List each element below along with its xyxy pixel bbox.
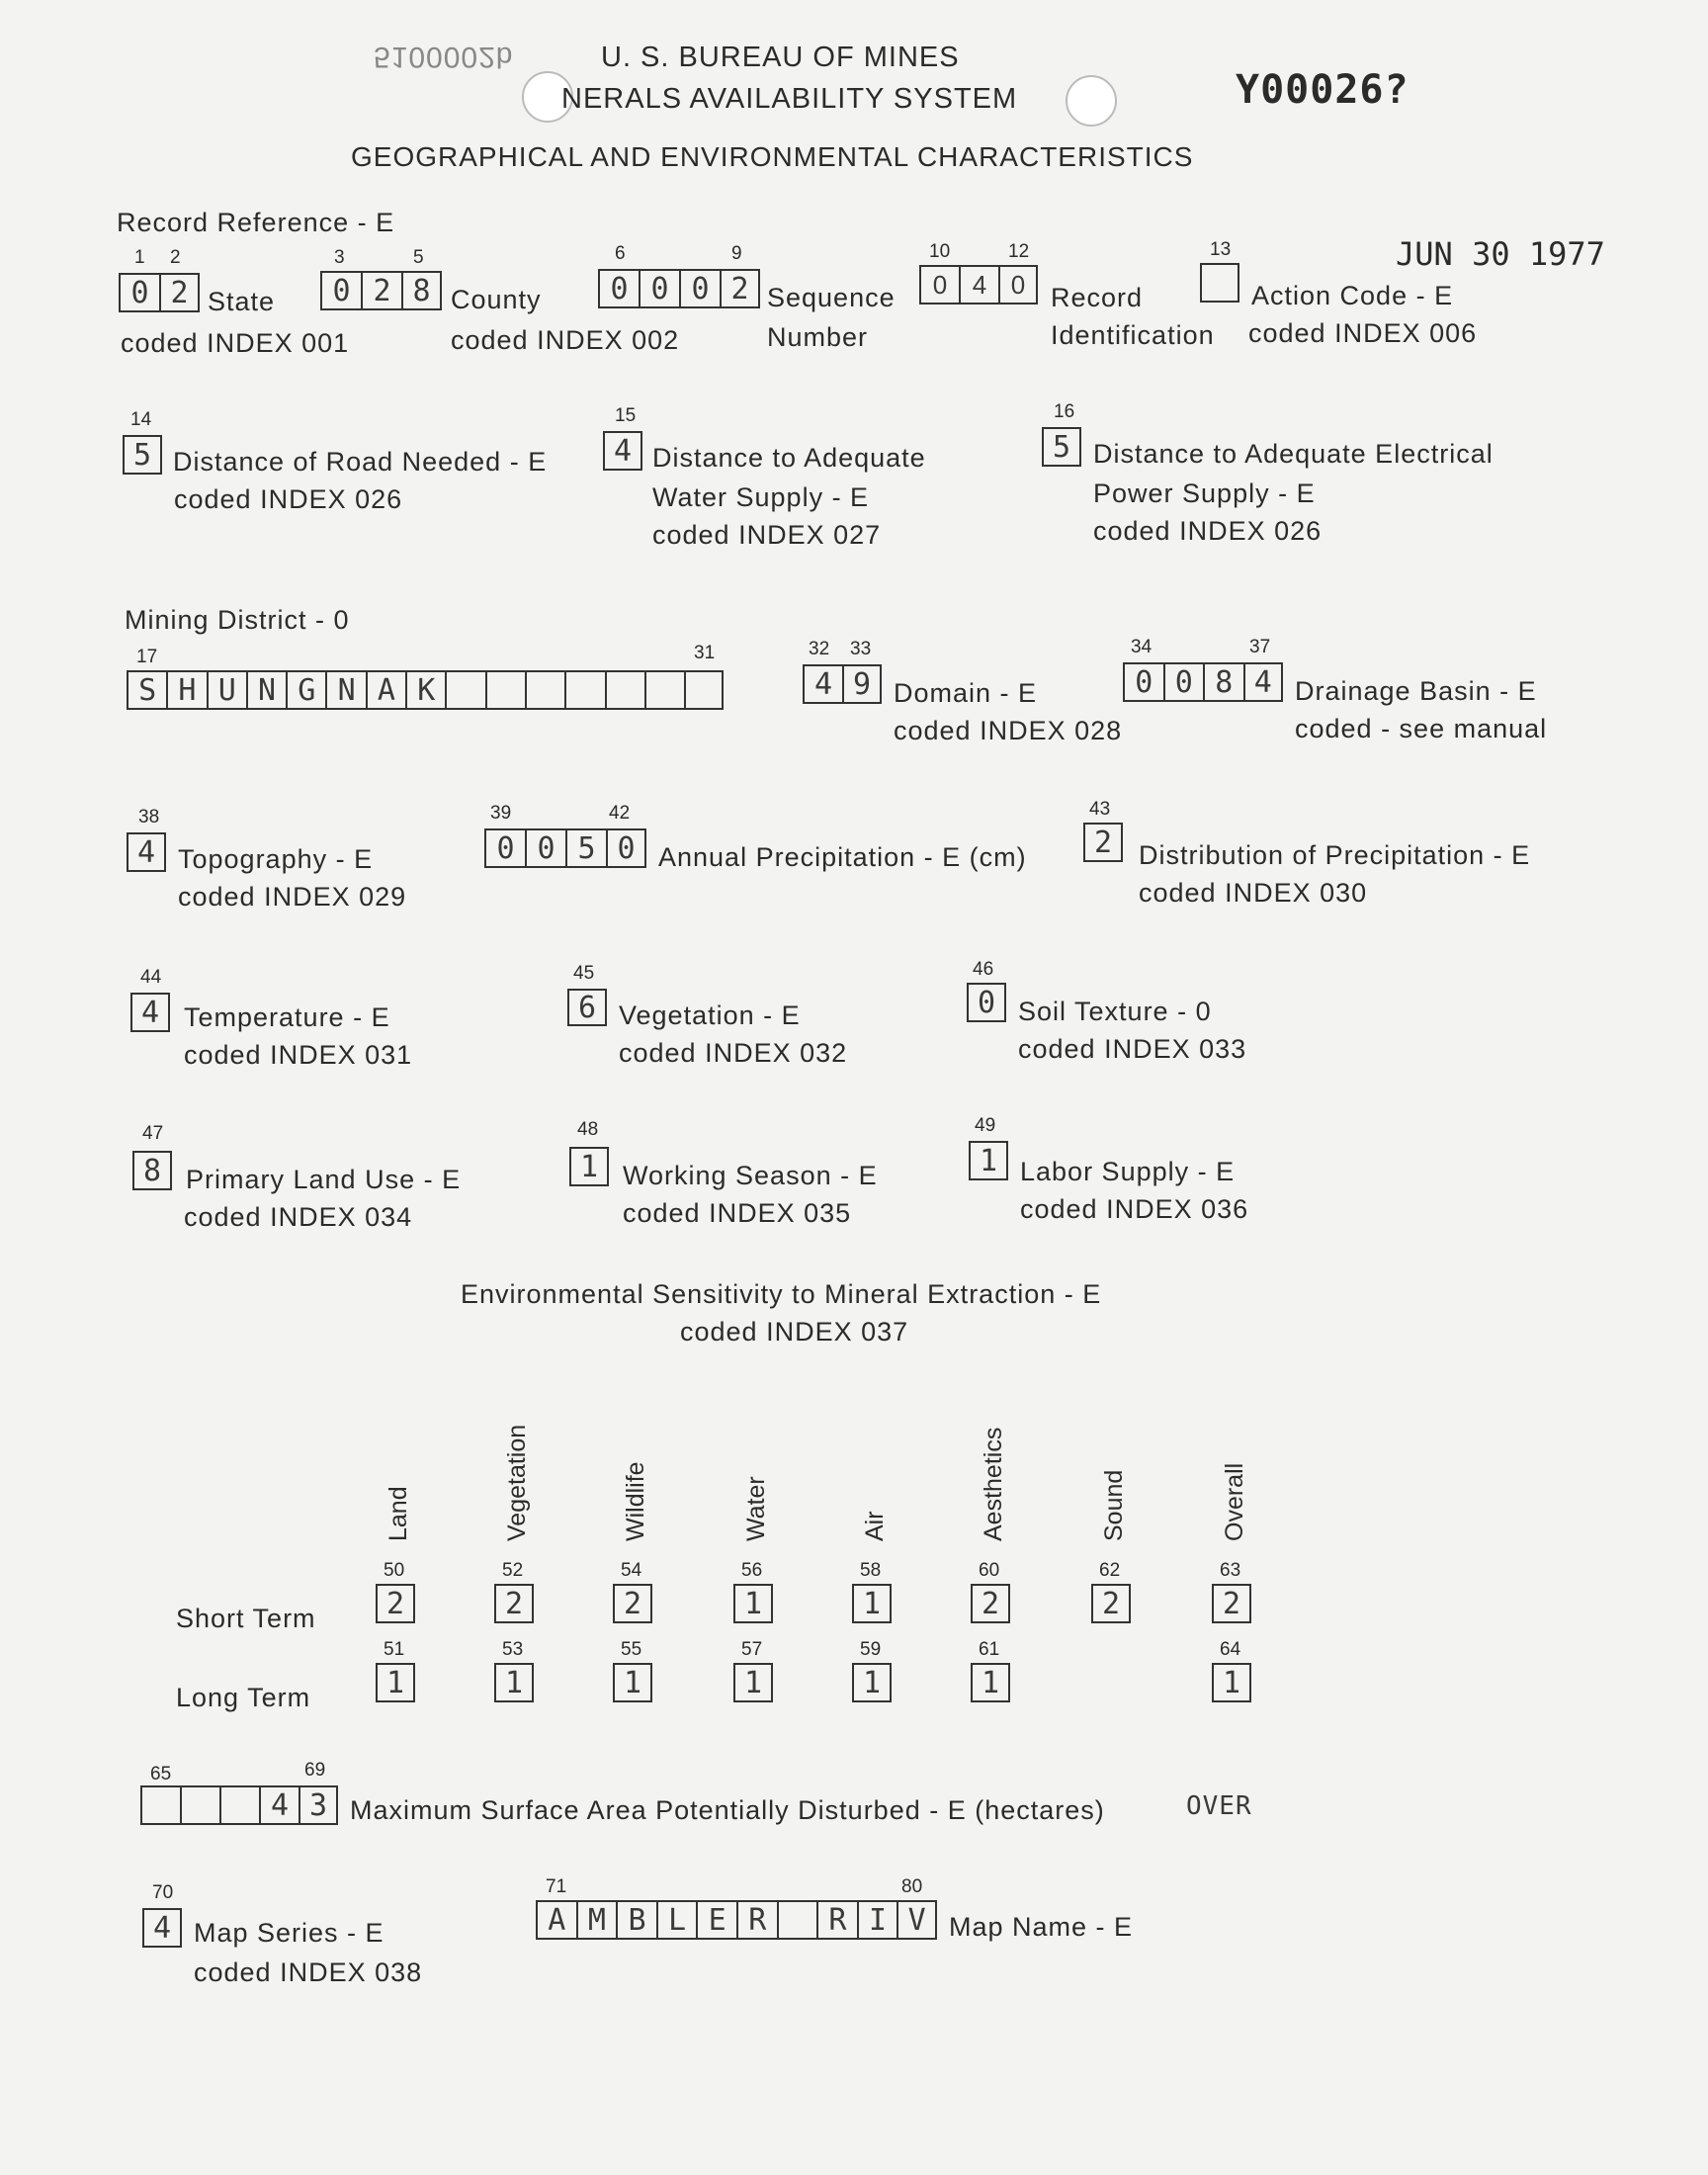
col-num: 69 — [304, 1760, 326, 1781]
action-label: Action Code - E — [1251, 281, 1454, 310]
power-box: 5 — [1042, 427, 1081, 467]
col-num: 59 — [860, 1639, 882, 1660]
col-num: 39 — [490, 803, 512, 824]
record-field — [919, 265, 1038, 304]
road-label: Distance of Road Needed - E — [173, 447, 548, 477]
topography-box: 4 — [127, 832, 166, 872]
col-num: 2 — [170, 247, 181, 268]
cell — [219, 1785, 259, 1825]
cell: N — [246, 670, 286, 710]
col-num: 49 — [975, 1115, 996, 1136]
col-num: 54 — [621, 1560, 642, 1581]
action-code-box — [1200, 263, 1239, 303]
water-sub: coded INDEX 027 — [652, 520, 882, 550]
cell: 0 — [598, 269, 639, 308]
col-num: 65 — [150, 1764, 172, 1784]
cell: 0 — [998, 265, 1038, 304]
cell: 2 — [361, 271, 401, 310]
short-term-box: 2 — [376, 1584, 415, 1623]
drainage-label: Drainage Basin - E — [1295, 676, 1537, 706]
long-term-box: 1 — [494, 1663, 534, 1702]
cell: 4 — [959, 265, 998, 304]
power-label2: Power Supply - E — [1093, 478, 1316, 508]
labor-box: 1 — [969, 1141, 1008, 1180]
col-num: 16 — [1054, 401, 1075, 422]
cell: 0 — [119, 273, 159, 312]
col-num: 50 — [384, 1560, 405, 1581]
cell: 8 — [1203, 662, 1243, 702]
sensitivity-column-header: Sound — [1100, 1469, 1128, 1541]
power-label: Distance to Adequate Electrical — [1093, 439, 1494, 469]
soil-box: 0 — [967, 983, 1006, 1022]
cell: 8 — [401, 271, 442, 310]
short-term-box: 2 — [613, 1584, 652, 1623]
cell: 0 — [484, 828, 525, 868]
col-num: 13 — [1210, 239, 1232, 260]
domain-label: Domain - E — [894, 678, 1038, 708]
map-series-box: 4 — [142, 1908, 182, 1948]
col-num: 17 — [136, 647, 158, 667]
county-label: County — [451, 285, 542, 314]
water-label: Distance to Adequate — [652, 443, 926, 473]
cell: L — [656, 1900, 697, 1940]
cell — [644, 670, 684, 710]
long-term-box: 1 — [852, 1663, 892, 1702]
record-reference-label: Record Reference - E — [117, 208, 395, 237]
distribution-box: 2 — [1083, 823, 1123, 862]
col-num: 14 — [130, 409, 152, 430]
punch-hole-right — [1066, 75, 1117, 127]
cell: 4 — [1243, 662, 1284, 702]
cell: 0 — [525, 828, 565, 868]
cell: 2 — [159, 273, 200, 312]
short-term-box: 2 — [1091, 1584, 1131, 1623]
season-label: Working Season - E — [623, 1161, 878, 1190]
cell: 0 — [320, 271, 361, 310]
cell — [140, 1785, 180, 1825]
sensitivity-title: Environmental Sensitivity to Mineral Extraction - E — [461, 1279, 1102, 1309]
cell — [485, 670, 525, 710]
cell: E — [696, 1900, 736, 1940]
short-term-label: Short Term — [176, 1604, 316, 1633]
soil-label: Soil Texture - 0 — [1018, 997, 1212, 1026]
topography-sub: coded INDEX 029 — [178, 882, 407, 912]
sensitivity-column-header: Aesthetics — [980, 1427, 1007, 1541]
short-term-box: 1 — [733, 1584, 773, 1623]
water-label2: Water Supply - E — [652, 482, 870, 512]
col-num: 5 — [413, 247, 424, 268]
domain-sub: coded INDEX 028 — [894, 716, 1123, 745]
cell: N — [325, 670, 365, 710]
labor-label: Labor Supply - E — [1020, 1157, 1236, 1186]
cell: 0 — [639, 269, 679, 308]
date-stamp: JUN 30 1977 — [1396, 235, 1605, 273]
long-term-box: 1 — [971, 1663, 1010, 1702]
col-num: 53 — [502, 1639, 524, 1660]
temperature-box: 4 — [130, 993, 170, 1032]
cell: 4 — [803, 664, 842, 704]
road-sub: coded INDEX 026 — [174, 484, 403, 514]
power-sub: coded INDEX 026 — [1093, 516, 1323, 546]
short-term-box: 1 — [852, 1584, 892, 1623]
cell — [777, 1900, 817, 1940]
map-name-field — [536, 1900, 937, 1940]
col-num: 62 — [1099, 1560, 1121, 1581]
cell: I — [857, 1900, 897, 1940]
col-num: 56 — [741, 1560, 763, 1581]
cell: U — [207, 670, 246, 710]
cell: 5 — [565, 828, 606, 868]
col-num: 51 — [384, 1639, 405, 1660]
col-num: 45 — [573, 963, 595, 984]
cell: B — [616, 1900, 656, 1940]
cell: S — [127, 670, 166, 710]
record-label: Record — [1051, 283, 1144, 312]
col-num: 61 — [979, 1639, 1000, 1660]
col-num: 47 — [142, 1123, 164, 1144]
sequence-sub: Number — [767, 322, 869, 352]
col-num: 15 — [615, 405, 637, 426]
col-num: 58 — [860, 1560, 882, 1581]
drainage-field — [1123, 662, 1283, 702]
sequence-label: Sequence — [767, 283, 896, 312]
col-num: 9 — [731, 243, 742, 264]
sensitivity-column-header: Air — [861, 1511, 889, 1541]
surface-area-note: OVER — [1186, 1791, 1252, 1821]
map-series-label: Map Series - E — [194, 1918, 384, 1948]
col-num: 1 — [134, 247, 145, 268]
cell: G — [286, 670, 325, 710]
distribution-sub: coded INDEX 030 — [1139, 878, 1368, 908]
vegetation-box: 6 — [567, 989, 607, 1026]
short-term-box: 2 — [971, 1584, 1010, 1623]
col-num: 48 — [577, 1119, 599, 1140]
agency-title: U. S. BUREAU OF MINES — [601, 42, 960, 73]
short-term-box: 2 — [494, 1584, 534, 1623]
system-title: NERALS AVAILABILITY SYSTEM — [561, 83, 1018, 115]
precipitation-label: Annual Precipitation - E (cm) — [658, 842, 1027, 872]
cell: 3 — [299, 1785, 338, 1825]
sensitivity-column-header: Vegetation — [503, 1424, 531, 1541]
surface-area-field — [140, 1785, 338, 1825]
sensitivity-column-header: Land — [384, 1486, 412, 1541]
temperature-label: Temperature - E — [184, 1002, 390, 1032]
cell — [564, 670, 604, 710]
cell: 0 — [606, 828, 646, 868]
mining-district-field — [127, 670, 725, 710]
stamp-left: 5100002b — [374, 41, 514, 73]
form-title: GEOGRAPHICAL AND ENVIRONMENTAL CHARACTERISTICS — [351, 141, 1194, 172]
cell — [525, 670, 564, 710]
cell — [180, 1785, 219, 1825]
vegetation-label: Vegetation - E — [619, 1000, 801, 1030]
cell: R — [736, 1900, 777, 1940]
land-use-sub: coded INDEX 034 — [184, 1202, 413, 1232]
long-term-box: 1 — [733, 1663, 773, 1702]
col-num: 80 — [901, 1876, 923, 1897]
record-sub: Identification — [1051, 320, 1215, 350]
cell: 0 — [919, 265, 959, 304]
col-num: 3 — [334, 247, 345, 268]
long-term-box: 1 — [1212, 1663, 1251, 1702]
map-series-sub: coded INDEX 038 — [194, 1958, 423, 1987]
temperature-sub: coded INDEX 031 — [184, 1040, 413, 1070]
col-num: 43 — [1089, 799, 1111, 820]
col-num: 44 — [140, 967, 162, 988]
cell: 0 — [679, 269, 720, 308]
cell: M — [576, 1900, 617, 1940]
labor-sub: coded INDEX 036 — [1020, 1194, 1249, 1224]
soil-sub: coded INDEX 033 — [1018, 1034, 1247, 1064]
road-box: 5 — [123, 435, 162, 475]
water-box: 4 — [603, 431, 642, 471]
season-box: 1 — [569, 1147, 609, 1186]
mining-district-label: Mining District - 0 — [125, 605, 350, 635]
col-num: 46 — [973, 959, 994, 980]
distribution-label: Distribution of Precipitation - E — [1139, 840, 1531, 870]
col-num: 71 — [546, 1876, 567, 1897]
short-term-box: 2 — [1212, 1584, 1251, 1623]
long-term-box: 1 — [613, 1663, 652, 1702]
col-num: 31 — [694, 643, 716, 663]
cell — [684, 670, 724, 710]
col-num: 64 — [1220, 1639, 1241, 1660]
cell: 0 — [1123, 662, 1163, 702]
cell: V — [897, 1900, 937, 1940]
cell: 9 — [842, 664, 882, 704]
cell — [445, 670, 484, 710]
sequence-field — [598, 269, 760, 308]
stamp-right: Y00026? — [1236, 67, 1409, 113]
col-num: 38 — [138, 807, 160, 827]
col-num: 70 — [152, 1882, 174, 1903]
topography-label: Topography - E — [178, 844, 374, 874]
col-num: 12 — [1008, 241, 1030, 262]
sensitivity-sub: coded INDEX 037 — [680, 1317, 909, 1347]
vegetation-sub: coded INDEX 032 — [619, 1038, 848, 1068]
surface-area-label: Maximum Surface Area Potentially Disturbed - E (hectares) — [350, 1795, 1105, 1825]
col-num: 37 — [1249, 637, 1271, 657]
state-sub: coded INDEX 001 — [121, 328, 350, 358]
state-field — [119, 273, 200, 312]
col-num: 32 — [809, 639, 830, 659]
col-num: 10 — [929, 241, 951, 262]
cell: 4 — [259, 1785, 299, 1825]
cell: H — [166, 670, 206, 710]
cell — [605, 670, 644, 710]
col-num: 42 — [609, 803, 631, 824]
land-use-box: 8 — [132, 1151, 172, 1190]
drainage-sub: coded - see manual — [1295, 714, 1548, 743]
cell: A — [366, 670, 405, 710]
cell: 2 — [720, 269, 760, 308]
col-num: 6 — [615, 243, 626, 264]
land-use-label: Primary Land Use - E — [186, 1165, 462, 1194]
map-name-label: Map Name - E — [949, 1912, 1134, 1942]
domain-field — [803, 664, 882, 704]
col-num: 34 — [1131, 637, 1153, 657]
col-num: 57 — [741, 1639, 763, 1660]
precipitation-field — [484, 828, 646, 868]
state-label: State — [208, 287, 276, 316]
long-term-label: Long Term — [176, 1683, 311, 1712]
cell: 0 — [1163, 662, 1204, 702]
sensitivity-column-header: Overall — [1221, 1462, 1248, 1541]
season-sub: coded INDEX 035 — [623, 1198, 852, 1228]
col-num: 52 — [502, 1560, 524, 1581]
county-field — [320, 271, 442, 310]
col-num: 55 — [621, 1639, 642, 1660]
cell: A — [536, 1900, 576, 1940]
cell: K — [405, 670, 445, 710]
action-sub: coded INDEX 006 — [1248, 318, 1478, 348]
long-term-box: 1 — [376, 1663, 415, 1702]
col-num: 63 — [1220, 1560, 1241, 1581]
county-sub: coded INDEX 002 — [451, 325, 680, 355]
cell: R — [816, 1900, 857, 1940]
col-num: 33 — [850, 639, 872, 659]
sensitivity-column-header: Wildlife — [622, 1461, 649, 1541]
col-num: 60 — [979, 1560, 1000, 1581]
sensitivity-column-header: Water — [742, 1476, 770, 1541]
